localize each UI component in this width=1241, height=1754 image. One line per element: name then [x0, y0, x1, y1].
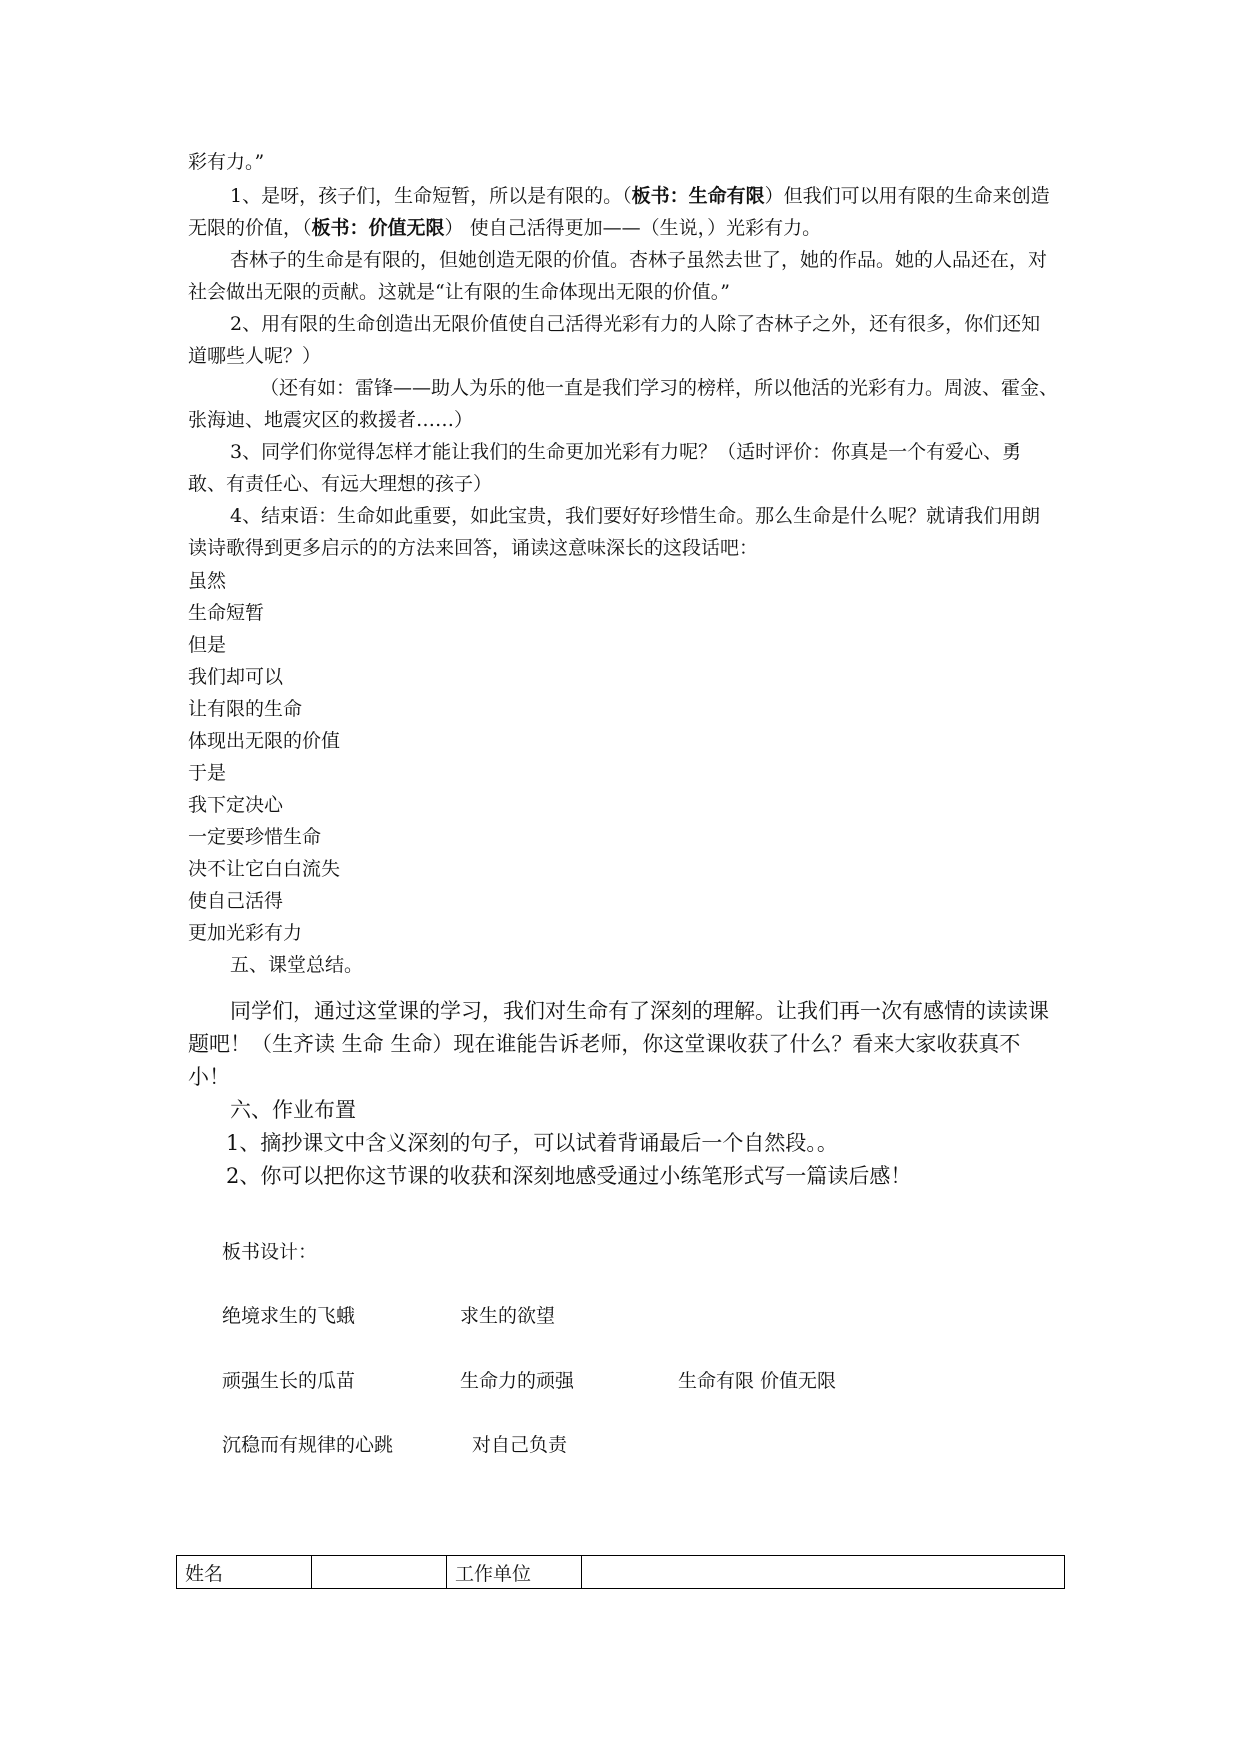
poem-line: 于是 — [188, 762, 227, 784]
poem-line: 决不让它白白流失 — [188, 858, 341, 880]
summary-body: 同学们，通过这堂课的学习，我们对生命有了深刻的理解。让我们再一次有感情的读读课题吧！（生齐读 生命 生命）现在谁能告诉老师，你这堂课收获了什么？看来大家收获真不小！ — [188, 999, 1049, 1089]
paragraph-5: 3、同学们你觉得怎样才能让我们的生命更加光彩有力呢？（适时评价：你真是一个有爱心、勇敢、有责任心、有远大理想的孩子） — [188, 441, 1022, 495]
name-value-cell[interactable] — [312, 1556, 447, 1589]
board-note-2: 板书：价值无限 — [311, 217, 445, 239]
board-row2-mid: 生命力的顽强 — [460, 1370, 575, 1392]
paragraph-6: 4、结束语：生命如此重要，如此宝贵，我们要好好珍惜生命。那么生命是什么呢？就请我们用朗读诗歌得到更多启示的的方法来回答，诵读这意味深长的这段话吧： — [188, 505, 1041, 559]
board-row2-right: 生命有限 价值无限 — [678, 1370, 837, 1392]
poem-line: 让有限的生命 — [188, 698, 303, 720]
info-table — [176, 1555, 1065, 1589]
unit-label-cell: 工作单位 — [447, 1556, 582, 1589]
poem-line: 生命短暂 — [188, 602, 265, 624]
paragraph-3: 2、用有限的生命创造出无限价值使自己活得光彩有力的人除了杏林子之外，还有很多，你们还知道哪些人呢？） — [188, 313, 1041, 367]
poem-line: 但是 — [188, 634, 227, 656]
lesson-body — [188, 146, 1058, 981]
paragraph-1: 1、是呀，孩子们，生命短暂，所以是有限的。（板书：生命有限）但我们可以用有限的生命来创造无限的价值，（板书：价值无限） 使自己活得更加——（生说，）光彩有力。 — [188, 185, 1050, 239]
board-row3-left: 沉稳而有规律的心跳 — [222, 1434, 394, 1456]
summary-heading: 五、课堂总结。 — [230, 954, 364, 976]
poem-line: 一定要珍惜生命 — [188, 826, 322, 848]
paragraph-4: （还有如：雷锋——助人为乐的他一直是我们学习的榜样，所以他活的光彩有力。周波、霍金、张海迪、地震灾区的救援者……） — [188, 377, 1059, 431]
board-row3-mid: 对自己负责 — [472, 1434, 568, 1456]
poem-line: 体现出无限的价值 — [188, 730, 341, 752]
unit-value-cell[interactable] — [582, 1556, 1065, 1589]
table-row — [177, 1556, 1065, 1589]
homework-item-1: 1、摘抄课文中含义深刻的句子，可以试着背诵最后一个自然段。。 — [226, 1131, 838, 1155]
poem-line: 使自己活得 — [188, 890, 284, 912]
board-row1-mid: 求生的欲望 — [460, 1305, 556, 1327]
paragraph-2: 杏林子的生命是有限的，但她创造无限的价值。杏林子虽然去世了，她的作品。她的人品还在，对社会做出无限的贡献。这就是“让有限的生命体现出无限的价值。” — [188, 249, 1048, 303]
board-note-1: 板书：生命有限 — [631, 185, 765, 207]
summary-section — [188, 995, 1058, 1193]
homework-item-2: 2、你可以把你这节课的收获和深刻地感受通过小练笔形式写一篇读后感！ — [226, 1164, 912, 1188]
homework-heading: 六、作业布置 — [230, 1098, 356, 1122]
poem-line: 更加光彩有力 — [188, 922, 303, 944]
poem — [188, 565, 1058, 949]
poem-line: 虽然 — [188, 570, 227, 592]
board-row2-left: 顽强生长的瓜苗 — [222, 1370, 356, 1392]
text-line: 彩有力。” — [188, 151, 265, 173]
board-design-title: 板书设计： — [222, 1241, 318, 1263]
name-label-cell: 姓名 — [177, 1556, 312, 1589]
poem-line: 我们却可以 — [188, 666, 284, 688]
poem-line: 我下定决心 — [188, 794, 284, 816]
board-row1-left: 绝境求生的飞蛾 — [222, 1305, 356, 1327]
